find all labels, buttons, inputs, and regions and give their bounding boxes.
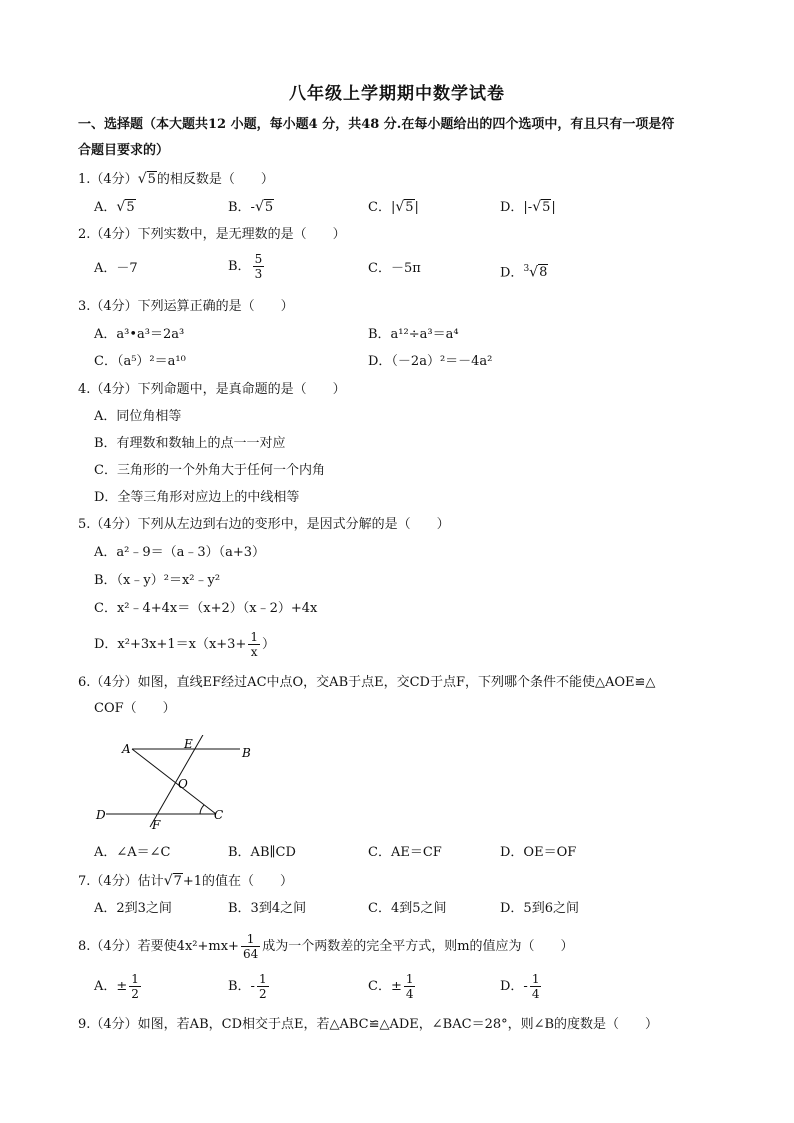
question-1-option-b[interactable]: B．-√5 — [228, 199, 274, 215]
question-1-option-a[interactable]: A．√5 — [94, 199, 135, 215]
label-e: E — [184, 737, 193, 751]
label-o: O — [178, 777, 188, 791]
question-7-option-c[interactable]: C．4到5之间 — [368, 901, 447, 916]
question-1-option-c[interactable]: C．|√5| — [368, 199, 419, 215]
question-2-option-b[interactable]: B． $\frac{5}{3}$ — [228, 252, 263, 281]
question-2-stem: 2.（4分）下列实数中，是无理数的是（ ） — [78, 227, 346, 242]
question-6-option-b[interactable]: B．AB∥CD — [228, 845, 296, 860]
question-6-option-a[interactable]: A．∠A＝∠C — [94, 845, 171, 860]
question-9-stem: 9.（4分）如图，若AB，CD相交于点E，若△ABC≌△ADE，∠BAC＝28°，则∠B的度数是（ ） — [78, 1017, 659, 1032]
label-d: D — [96, 808, 106, 822]
question-6-option-c[interactable]: C．AE＝CF — [368, 845, 442, 860]
question-7-option-a[interactable]: A．2到3之间 — [94, 901, 172, 916]
question-4-option-d[interactable]: D．全等三角形对应边上的中线相等 — [94, 490, 300, 505]
page-title: 八年级上学期期中数学试卷 — [289, 84, 505, 104]
question-4-stem: 4.（4分）下列命题中，是真命题的是（ ） — [78, 382, 346, 397]
question-3-option-d[interactable]: D．（－2a）²＝－4a² — [368, 354, 493, 369]
section-heading — [78, 112, 728, 164]
question-4-option-b[interactable]: B．有理数和数轴上的点一一对应 — [94, 436, 286, 451]
label-f: F — [152, 818, 161, 832]
question-8-option-b[interactable]: B．- $\frac{1}{2}$ — [228, 972, 267, 1001]
section-heading-line2: 合题目要求的） — [78, 143, 170, 158]
label-b: B — [242, 746, 251, 760]
angle-c-arc — [200, 805, 204, 814]
question-6-diagram — [92, 735, 262, 835]
question-6-stem-line2: COF（ ） — [94, 701, 176, 716]
question-8-option-a[interactable]: A．± $\frac{1}{2}$ — [94, 972, 139, 1001]
question-5-stem: 5.（4分）下列从左边到右边的变形中，是因式分解的是（ ） — [78, 517, 450, 532]
label-c: C — [214, 808, 224, 822]
question-8-stem: 8.（4分）若要使4x²+mx+ $\frac{1}{64}$ 成为一个两数差的完全平方式，则m的值应为（ ） — [78, 932, 574, 961]
question-2-option-c[interactable]: C．－5π — [368, 261, 421, 276]
question-5-option-a[interactable]: A．a²﹣9＝（a﹣3）（a+3） — [94, 545, 266, 560]
question-6-stem-line1: 6.（4分）如图，直线EF经过AC中点O，交AB于点E，交CD于点F，下列哪个条件不能使△AOE≌△ — [78, 675, 656, 690]
question-5-option-c[interactable]: C．x²﹣4+4x＝（x+2）（x﹣2）+4x — [94, 601, 318, 616]
question-2-option-a[interactable]: A．－7 — [94, 261, 138, 276]
question-3-stem: 3.（4分）下列运算正确的是（ ） — [78, 299, 294, 314]
question-7-option-d[interactable]: D．5到6之间 — [500, 901, 579, 916]
question-3-option-a[interactable]: A．a³•a³＝2a³ — [94, 327, 185, 342]
question-8-option-c[interactable]: C．± $\frac{1}{4}$ — [368, 972, 414, 1001]
question-6-option-d[interactable]: D．OE＝OF — [500, 845, 577, 860]
question-3-option-b[interactable]: B．a¹²÷a³＝a⁴ — [368, 327, 459, 342]
line-ac — [132, 749, 216, 814]
question-7-stem: 7.（4分）估计√7+1的值在（ ） — [78, 873, 294, 889]
question-2-option-d[interactable]: D．$^3$√8 — [500, 264, 548, 281]
question-5-option-d[interactable]: D．x²+3x+1＝x（x+3+ $\frac{1}{x}$ ） — [94, 630, 276, 659]
label-a: A — [122, 742, 131, 756]
question-8-option-d[interactable]: D．- $\frac{1}{4}$ — [500, 972, 540, 1001]
question-4-option-a[interactable]: A．同位角相等 — [94, 409, 182, 424]
question-3-option-c[interactable]: C．（a⁵）²＝a¹⁰ — [94, 354, 186, 369]
question-1-stem: 1.（4分）√5的相反数是（ ） — [78, 171, 274, 187]
question-1-option-d[interactable]: D．|-√5| — [500, 199, 556, 215]
question-5-option-b[interactable]: B．（x﹣y）²＝x²﹣y² — [94, 573, 221, 588]
section-heading-line1: 一、选择题（本大题共12 小题，每小题4 分，共48 分.在每小题给出的四个选项中，有且只有一项是符 — [78, 117, 675, 132]
question-7-option-b[interactable]: B．3到4之间 — [228, 901, 307, 916]
question-4-option-c[interactable]: C．三角形的一个外角大于任何一个内角 — [94, 463, 325, 478]
